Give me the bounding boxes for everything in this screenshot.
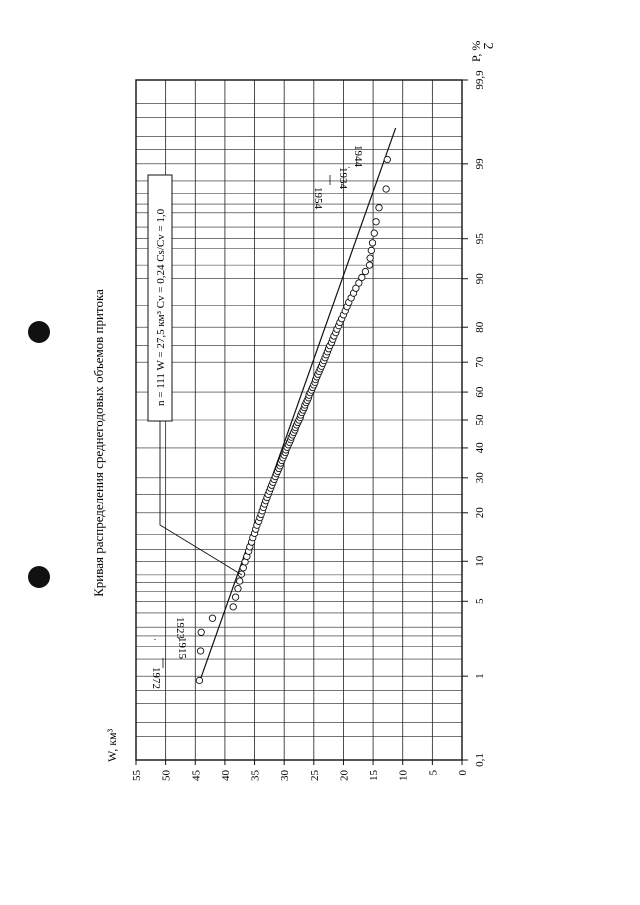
data-point (384, 156, 390, 162)
y-tick-label: 40 (219, 770, 232, 781)
data-point (230, 604, 236, 610)
data-point (368, 247, 374, 253)
data-point (366, 262, 372, 268)
y-tick-label: 5 (427, 770, 440, 776)
x-tick-label: 80 (474, 321, 486, 333)
data-point (367, 255, 373, 261)
y-tick-label: 45 (190, 770, 203, 781)
y-tick-label: 10 (397, 770, 410, 781)
data-point (196, 677, 202, 683)
chart-title: Кривая распределения среднегодовых объемов притока (91, 289, 106, 597)
data-point (209, 615, 215, 621)
x-tick-label: 40 (474, 442, 486, 454)
x-tick-label: 70 (474, 356, 486, 368)
x-tick-label: 1 (474, 673, 486, 679)
page-number: 2 (480, 42, 495, 50)
x-tick-label: 30 (474, 472, 486, 484)
annotation-dot: . (347, 160, 351, 170)
data-point (240, 565, 246, 571)
x-tick-label: 50 (474, 414, 486, 426)
data-point (237, 578, 243, 584)
x-tick-label: 20 (474, 507, 486, 519)
data-point (369, 240, 375, 246)
data-point (235, 585, 241, 591)
data-point (232, 594, 238, 600)
y-tick-label: 15 (368, 770, 381, 781)
y-tick-label: 55 (131, 770, 143, 781)
y-tick-label: 0 (457, 770, 469, 776)
x-tick-label: 99,9 (474, 70, 486, 90)
year-annotation: 1944 (352, 145, 364, 167)
y-tick-label: 35 (249, 770, 262, 781)
data-point (373, 219, 379, 225)
data-point (383, 186, 389, 192)
y-tick-label: 20 (338, 770, 351, 781)
x-tick-label: 99 (474, 158, 486, 170)
y-tick-label: 25 (308, 770, 321, 781)
y-tick-label: 50 (160, 770, 173, 781)
x-axis-label: P, % (469, 40, 483, 62)
year-annotation: 1972 (150, 667, 162, 689)
y-axis-label: W, км³ (105, 728, 119, 762)
year-annotation: 1934 (337, 167, 349, 189)
year-annotation: 1954 (312, 187, 324, 209)
annotations (150, 145, 364, 689)
stats-text: n = 111 W = 27,5 км³ Cv = 0,24 Cs/Cv = 1,0 (155, 208, 167, 406)
y-tick-label: 30 (279, 770, 292, 781)
x-tick-label: 10 (474, 555, 486, 567)
data-point (359, 274, 365, 280)
data-point (238, 571, 244, 577)
x-tick-label: 60 (474, 386, 486, 398)
data-point (371, 230, 377, 236)
annotation-dot: . (153, 632, 157, 642)
x-tick-label: 95 (474, 233, 486, 245)
x-tick-label: 0,1 (474, 753, 486, 767)
data-point (197, 648, 203, 654)
data-point (198, 629, 204, 635)
stats-leader-line (160, 421, 242, 575)
data-point (376, 205, 382, 211)
x-tick-label: 90 (474, 273, 486, 285)
data-point (362, 268, 368, 274)
fit-line-group (200, 128, 396, 680)
year-annotation: 1915 (176, 637, 188, 659)
fit-line (200, 128, 396, 680)
x-tick-label: 5 (474, 598, 486, 605)
year-annotation: 1923 (174, 617, 186, 639)
